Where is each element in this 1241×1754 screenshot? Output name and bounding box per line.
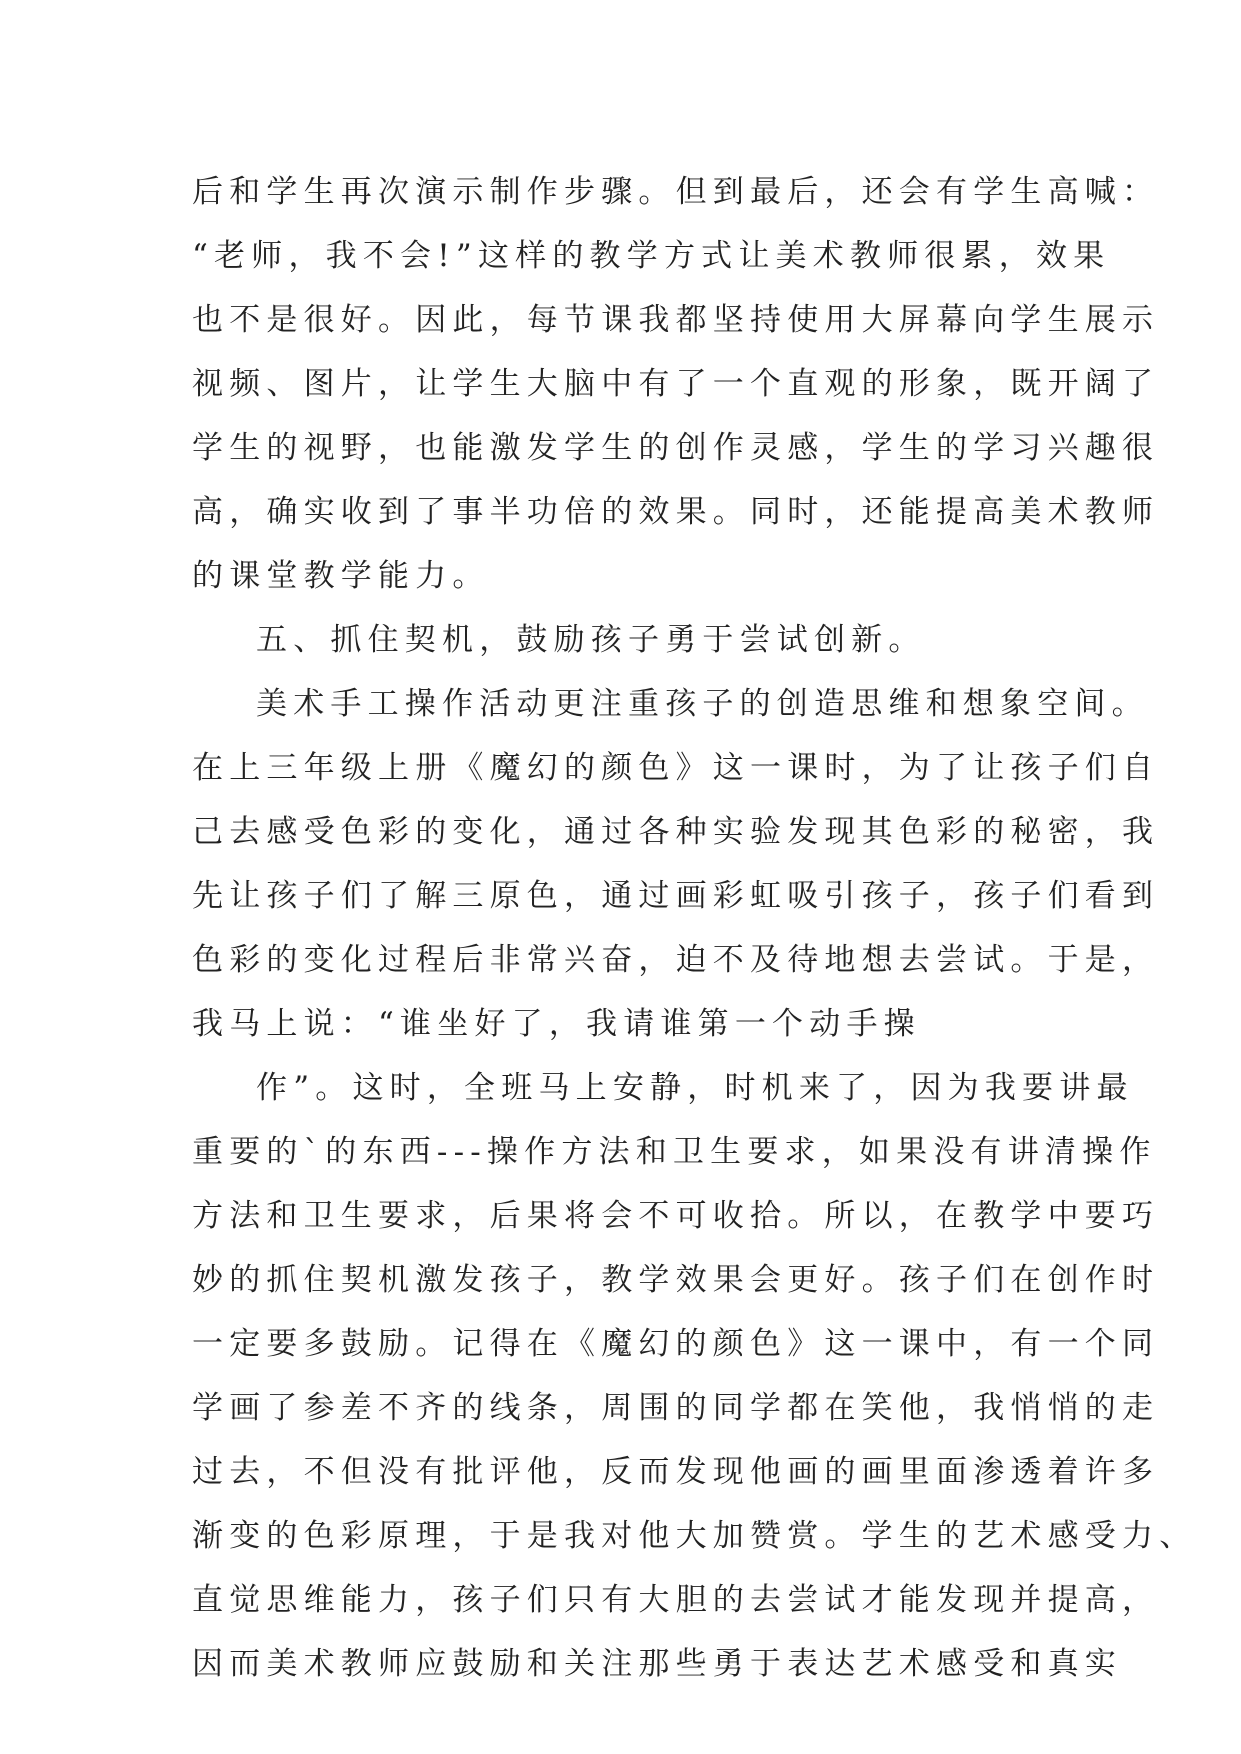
text-line: 渐变的色彩原理，于是我对他大加赞赏。学生的艺术感受力、 [192, 1518, 1197, 1554]
text-line: 在上三年级上册《魔幻的颜色》这一课时，为了让孩子们自 [192, 750, 1160, 786]
text-line: 先让孩子们了解三原色，通过画彩虹吸引孩子，孩子们看到 [192, 878, 1160, 914]
text-line: 我马上说：“谁坐好了，我请谁第一个动手操 [192, 1006, 921, 1042]
text-line: 因而美术教师应鼓励和关注那些勇于表达艺术感受和真实 [192, 1646, 1122, 1682]
section-heading: 五、抓住契机，鼓励孩子勇于尝试创新。 [256, 622, 926, 658]
text-line: 后和学生再次演示制作步骤。但到最后，还会有学生高喊： [192, 174, 1160, 210]
text-line: 重要的`的东西---操作方法和卫生要求，如果没有讲清操作 [192, 1134, 1157, 1170]
text-line: 视频、图片，让学生大脑中有了一个直观的形象，既开阔了 [192, 366, 1160, 402]
text-line: 过去，不但没有批评他，反而发现他画的画里面渗透着许多 [192, 1454, 1160, 1490]
text-line: 直觉思维能力，孩子们只有大胆的去尝试才能发现并提高， [192, 1582, 1160, 1618]
text-line: 方法和卫生要求，后果将会不可收拾。所以，在教学中要巧 [192, 1198, 1160, 1234]
text-line: 作”。这时，全班马上安静，时机来了，因为我要讲最 [256, 1070, 1134, 1106]
text-line: “老师，我不会!”这样的教学方式让美术教师很累，效果 [192, 238, 1111, 274]
text-line: 学画了参差不齐的线条，周围的同学都在笑他，我悄悄的走 [192, 1390, 1160, 1426]
text-line: 色彩的变化过程后非常兴奋，迫不及待地想去尝试。于是， [192, 942, 1160, 978]
text-line: 妙的抓住契机激发孩子，教学效果会更好。孩子们在创作时 [192, 1262, 1160, 1298]
text-line: 己去感受色彩的变化，通过各种实验发现其色彩的秘密，我 [192, 814, 1160, 850]
text-line: 的课堂教学能力。 [192, 558, 490, 594]
text-line: 高，确实收到了事半功倍的效果。同时，还能提高美术教师 [192, 494, 1160, 530]
text-line: 美术手工操作活动更注重孩子的创造思维和想象空间。 [256, 686, 1149, 722]
text-line: 也不是很好。因此，每节课我都坚持使用大屏幕向学生展示 [192, 302, 1160, 338]
body-text [192, 160, 1197, 1696]
text-line: 学生的视野，也能激发学生的创作灵感，学生的学习兴趣很 [192, 430, 1160, 466]
text-line: 一定要多鼓励。记得在《魔幻的颜色》这一课中，有一个同 [192, 1326, 1160, 1362]
